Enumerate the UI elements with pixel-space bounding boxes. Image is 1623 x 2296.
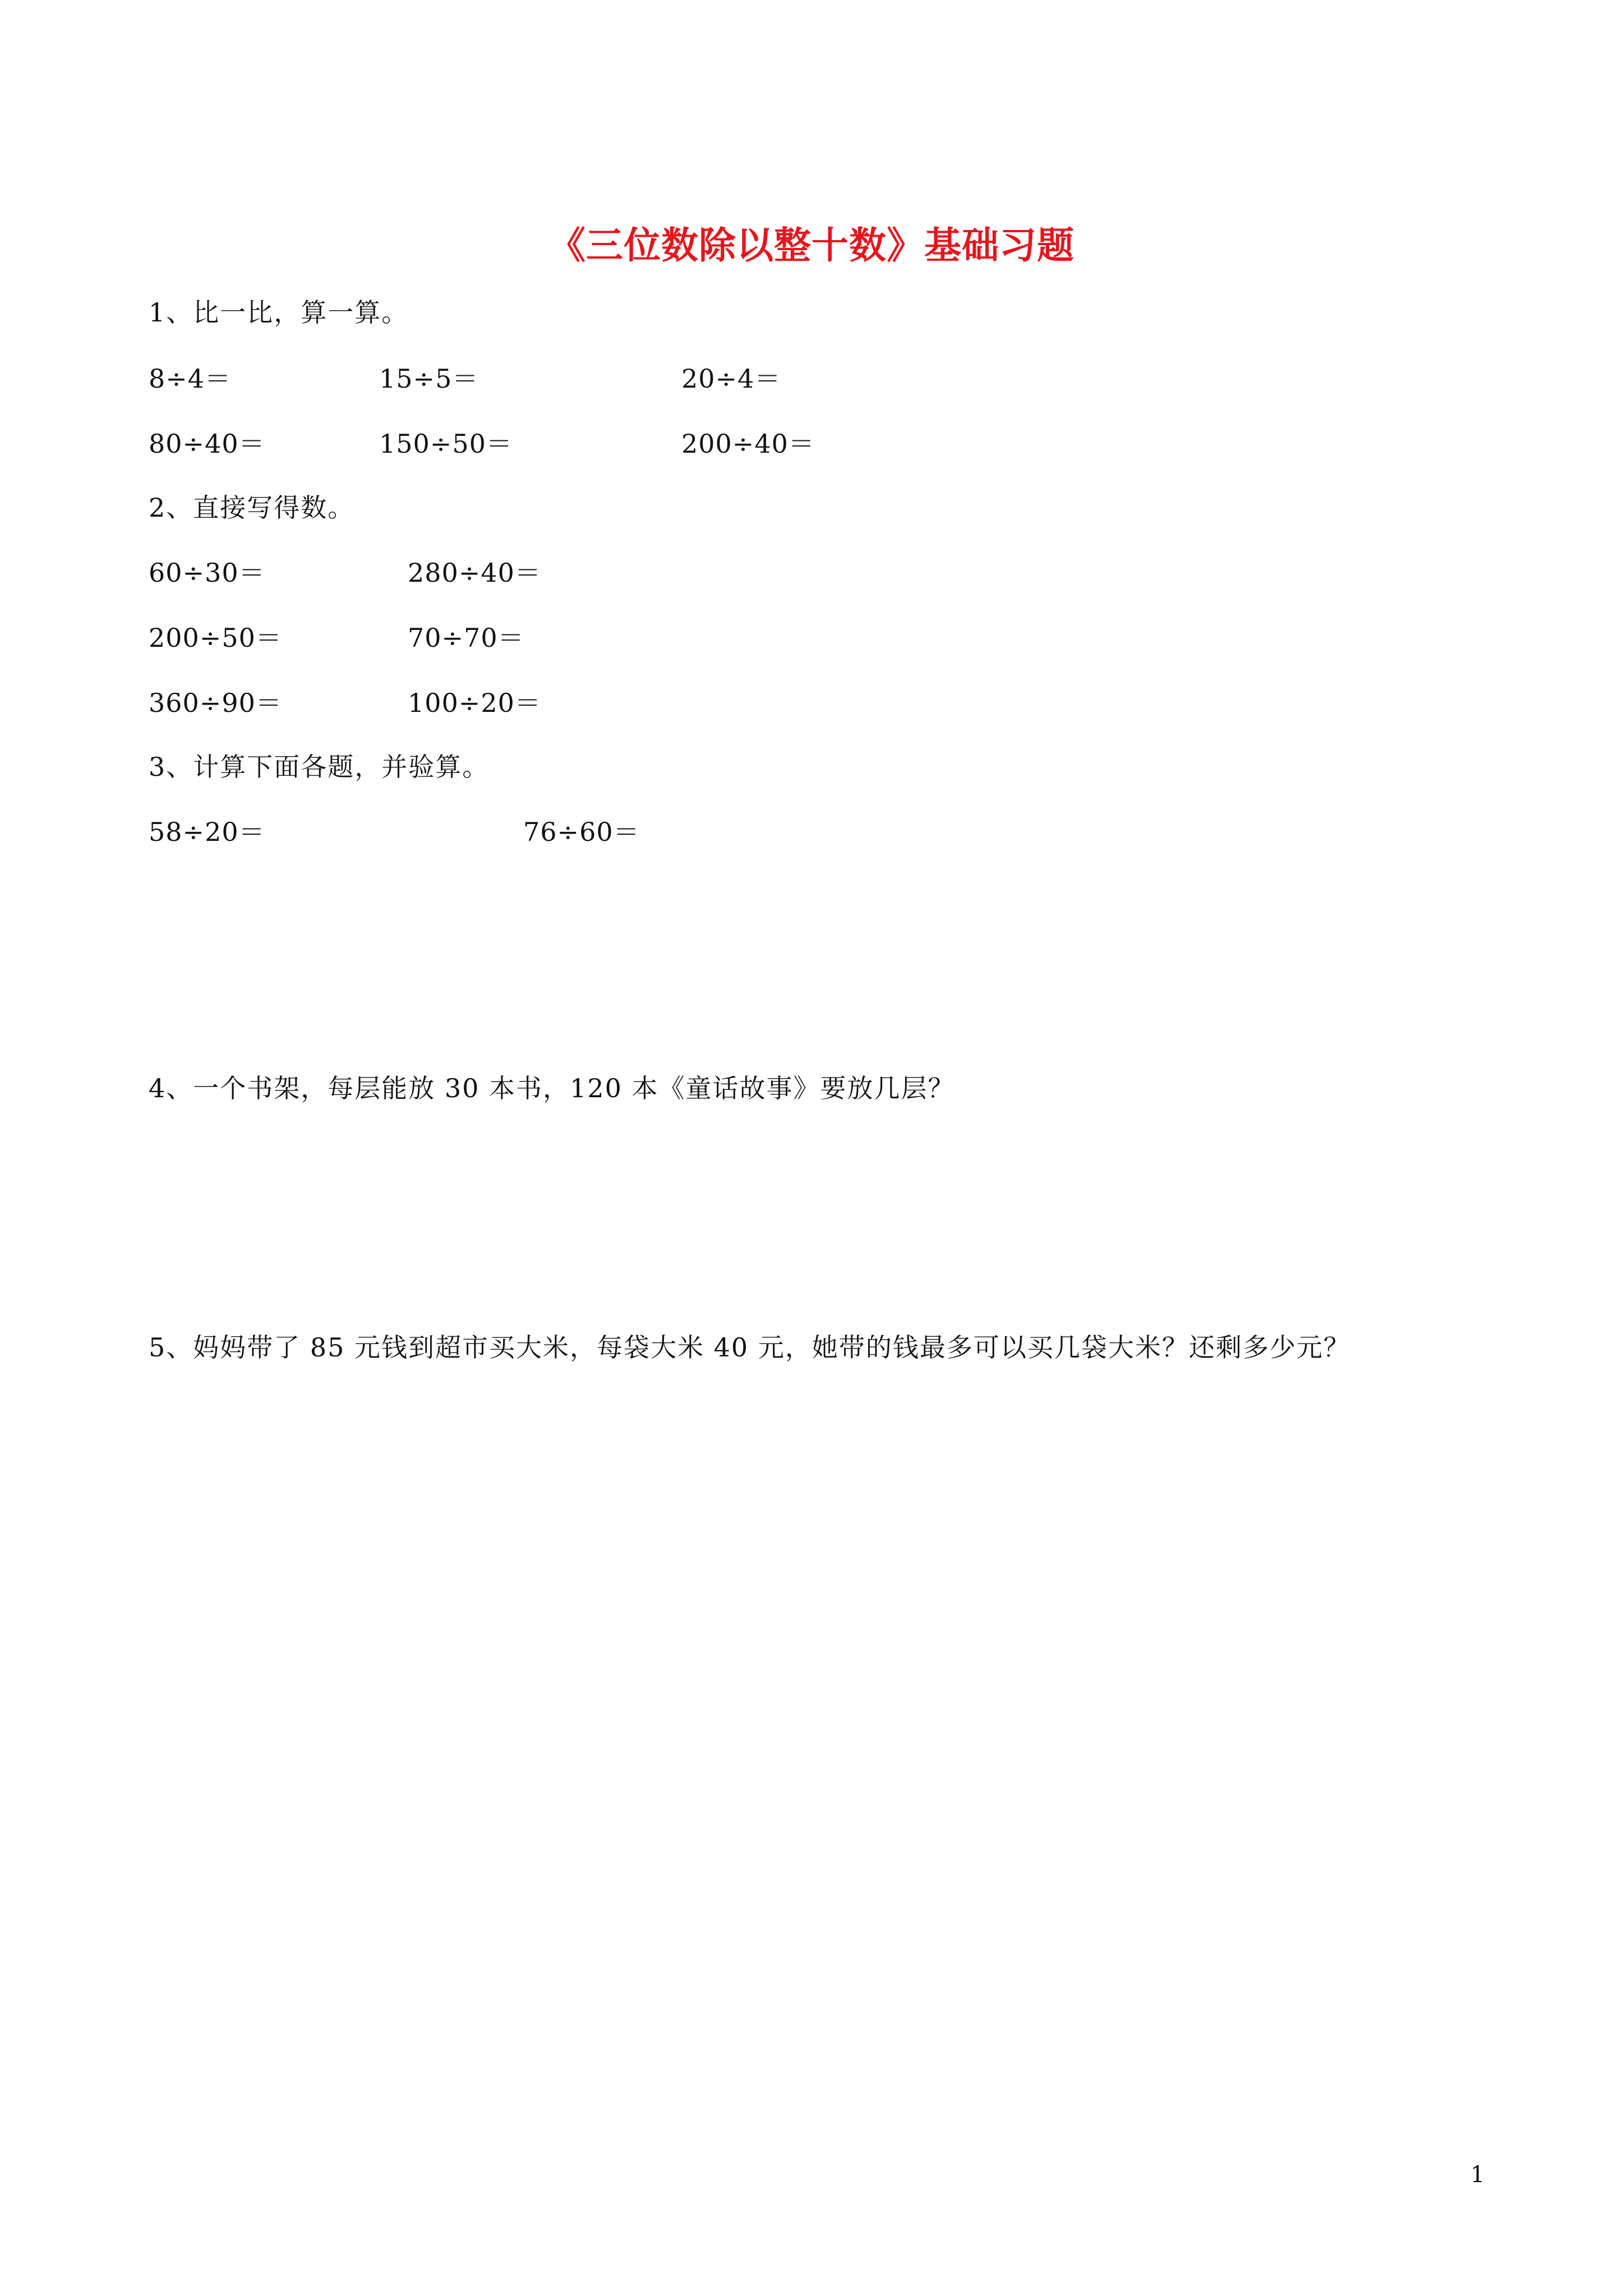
q2-expression: 280÷40＝ <box>408 558 541 588</box>
q2-expression: 60÷30＝ <box>149 558 265 588</box>
q3-expression: 58÷20＝ <box>149 817 265 847</box>
q1-expression: 150÷50＝ <box>379 429 513 459</box>
q1-expression: 80÷40＝ <box>149 429 265 459</box>
q1-expression: 15÷5＝ <box>379 364 479 394</box>
q1-expression: 20÷4＝ <box>681 364 781 394</box>
q2-expression: 360÷90＝ <box>149 688 282 718</box>
q1-expression: 8÷4＝ <box>149 364 232 394</box>
question-5-label: 5、妈妈带了 85 元钱到超市买大米，每袋大米 40 元，她带的钱最多可以买几袋大米？还剩多少元？ <box>149 1332 1350 1363</box>
question-3-label: 3、计算下面各题，并验算。 <box>149 752 490 782</box>
question-2-label: 2、直接写得数。 <box>149 493 355 523</box>
question-1-label: 1、比一比，算一算。 <box>149 297 409 328</box>
question-4-label: 4、一个书架，每层能放 30 本书，120 本《童话故事》要放几层？ <box>149 1073 955 1103</box>
q2-expression: 200÷50＝ <box>149 623 282 653</box>
q2-expression: 70÷70＝ <box>408 623 524 653</box>
page-number: 1 <box>1470 2162 1485 2188</box>
page-title: 《三位数除以整十数》基础习题 <box>548 223 1075 267</box>
q1-expression: 200÷40＝ <box>681 429 815 459</box>
q2-expression: 100÷20＝ <box>408 688 541 718</box>
q3-expression: 76÷60＝ <box>523 817 640 847</box>
